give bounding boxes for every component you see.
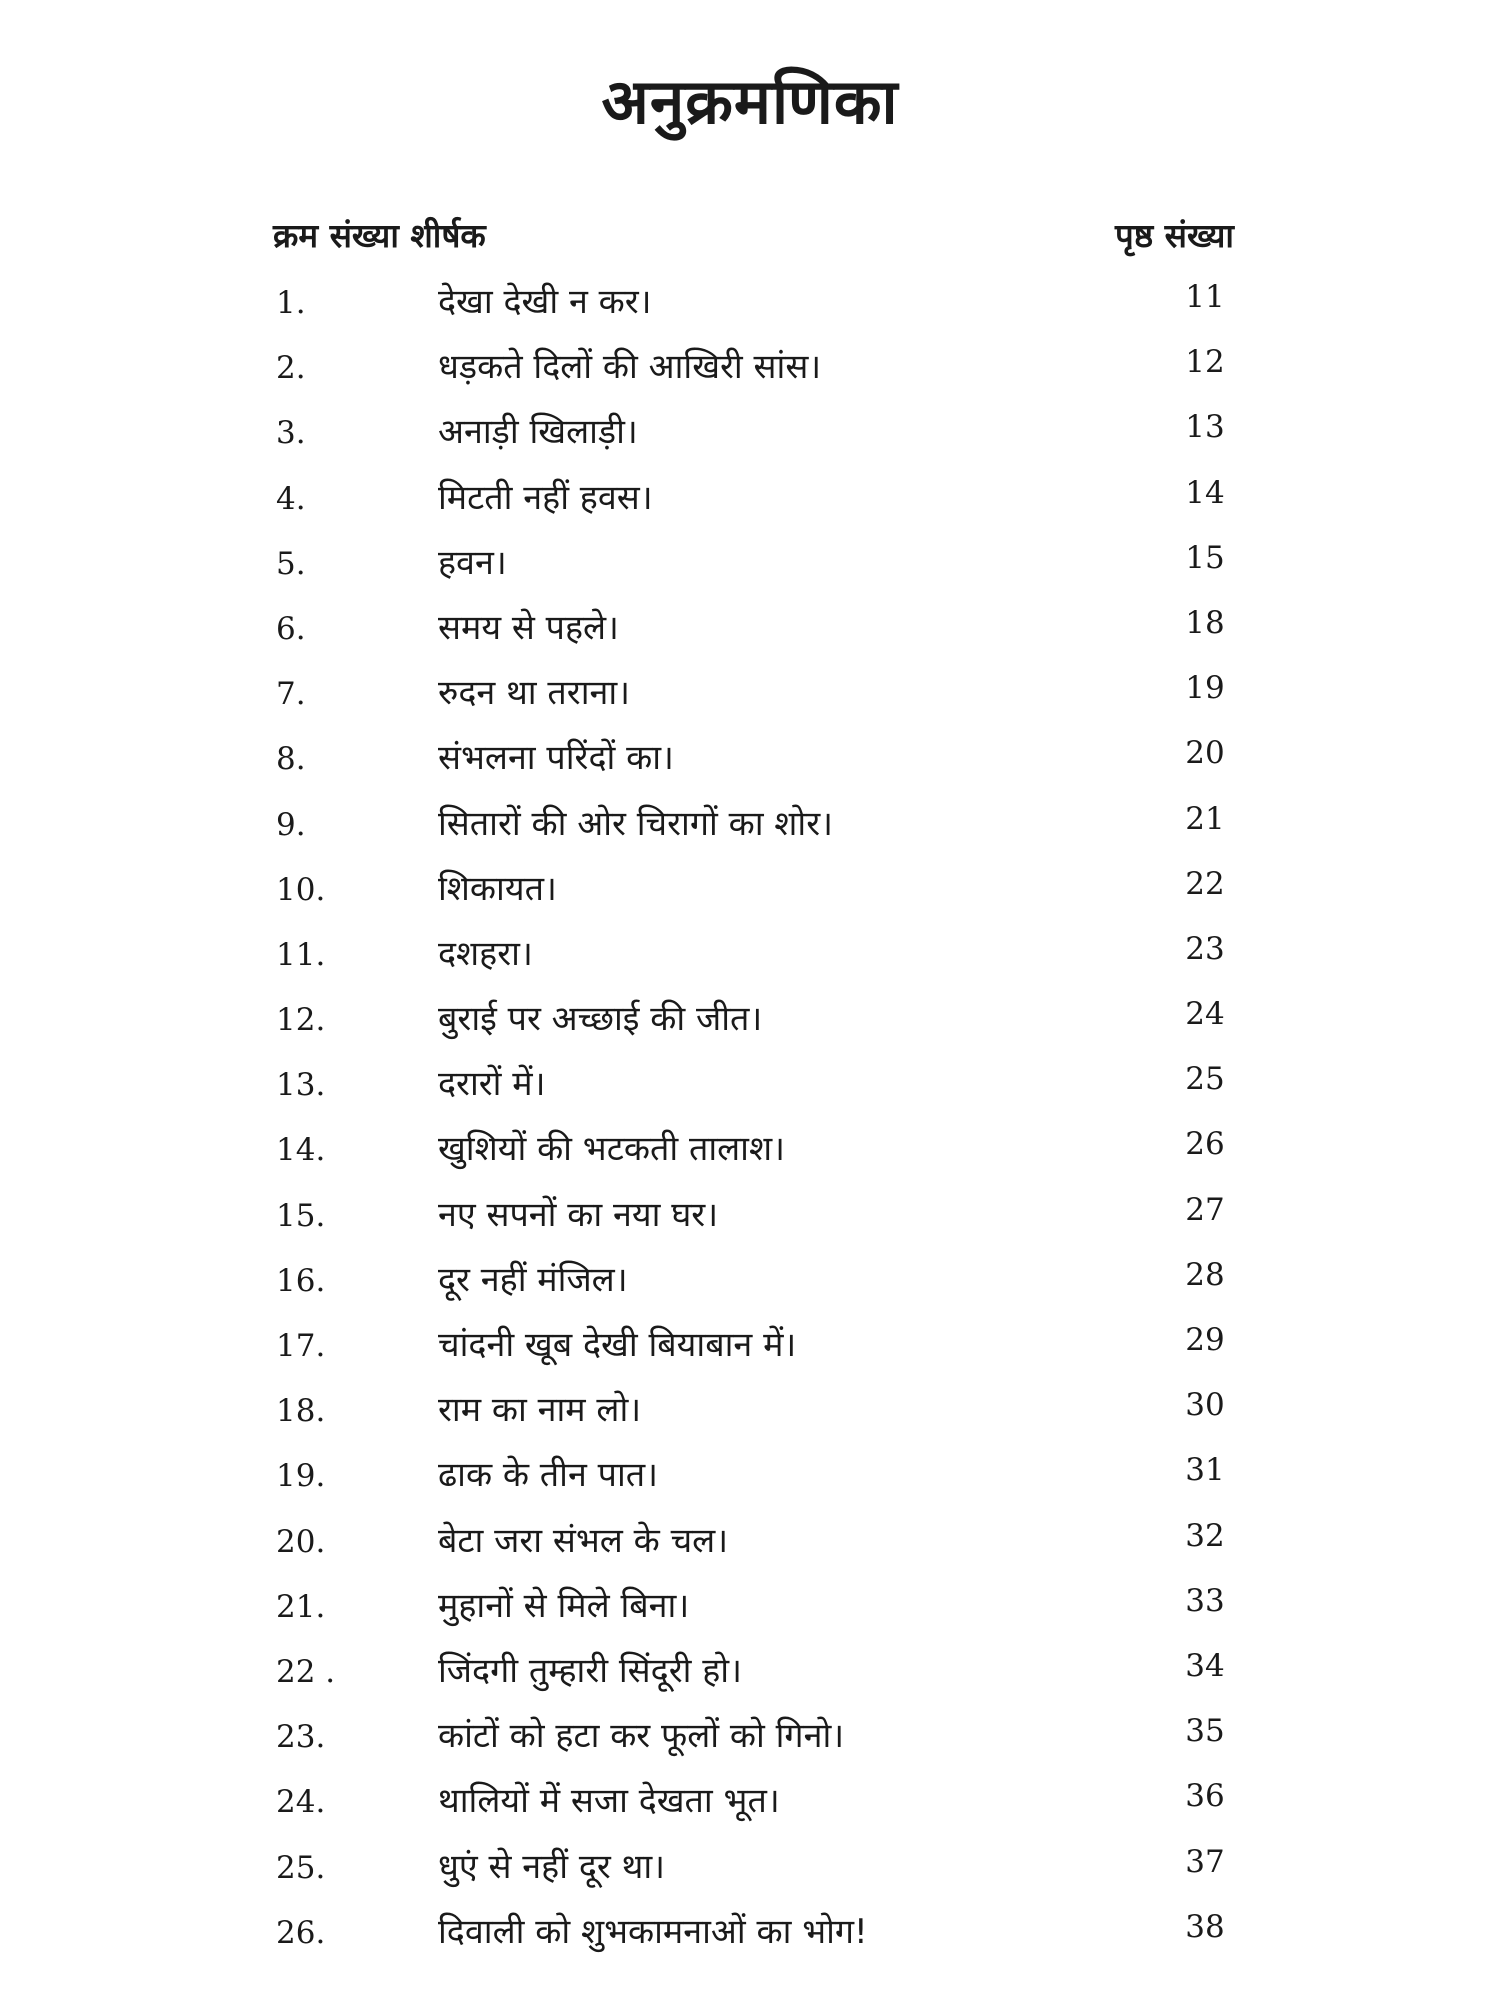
toc-row xyxy=(0,340,1500,405)
entry-page-number: 31 xyxy=(1185,1452,1225,1489)
entry-number: 21. xyxy=(276,1588,326,1625)
entry-number: 5. xyxy=(276,545,306,582)
entry-title: मुहानों से मिले बिना। xyxy=(438,1585,690,1626)
entry-title: नए सपनों का नया घर। xyxy=(438,1194,719,1235)
entry-page-number: 29 xyxy=(1185,1322,1225,1358)
entry-page-number: 30 xyxy=(1185,1387,1225,1424)
entry-number: 14. xyxy=(276,1132,326,1169)
entry-number: 11. xyxy=(276,936,326,973)
toc-row xyxy=(0,1774,1500,1839)
entry-title: बेटा जरा संभल के चल। xyxy=(438,1520,729,1561)
entry-title: राम का नाम लो। xyxy=(438,1390,642,1431)
entry-title: दिवाली को शुभकामनाओं का भोग! xyxy=(438,1911,868,1952)
entry-title: अनाड़ी खिलाड़ी। xyxy=(438,412,638,453)
entry-page-number: 27 xyxy=(1185,1191,1225,1228)
entry-number: 25. xyxy=(276,1849,326,1886)
toc-row xyxy=(0,1057,1500,1122)
entry-page-number: 13 xyxy=(1185,409,1225,446)
entry-page-number: 33 xyxy=(1185,1582,1225,1619)
toc-row xyxy=(0,1644,1500,1709)
entry-number: 22 . xyxy=(276,1653,336,1690)
entry-title: दशहरा। xyxy=(438,933,533,974)
entry-page-number: 32 xyxy=(1185,1517,1225,1554)
entry-number: 24. xyxy=(276,1784,326,1821)
entry-page-number: 12 xyxy=(1185,344,1225,381)
toc-row xyxy=(0,405,1500,470)
entry-number: 23. xyxy=(276,1719,326,1756)
entry-title: मिटती नहीं हवस। xyxy=(438,477,653,518)
entry-page-number: 25 xyxy=(1185,1061,1225,1098)
toc-row xyxy=(0,1383,1500,1448)
toc-row xyxy=(0,862,1500,927)
entry-number: 8. xyxy=(276,741,306,778)
toc-row xyxy=(0,666,1500,731)
toc-row xyxy=(0,536,1500,601)
entry-page-number: 28 xyxy=(1185,1256,1225,1293)
entry-page-number: 22 xyxy=(1185,865,1225,902)
entry-title: ढाक के तीन पात। xyxy=(438,1455,659,1496)
toc-header xyxy=(0,212,1500,262)
toc-row xyxy=(0,1188,1500,1253)
entry-page-number: 19 xyxy=(1185,670,1225,707)
entry-number: 4. xyxy=(276,480,306,517)
toc-row xyxy=(0,927,1500,992)
toc-row xyxy=(0,1840,1500,1905)
entry-number: 13. xyxy=(276,1067,326,1104)
entry-number: 26. xyxy=(276,1914,326,1951)
toc-row xyxy=(0,1579,1500,1644)
entry-number: 9. xyxy=(276,806,306,843)
header-page-number-label: पृष्ठ संख्या xyxy=(1115,216,1234,255)
toc-row xyxy=(0,797,1500,862)
toc-row xyxy=(0,731,1500,796)
entry-title: धुएं से नहीं दूर था। xyxy=(438,1846,666,1887)
entry-page-number: 15 xyxy=(1185,539,1225,576)
entry-number: 18. xyxy=(276,1393,326,1430)
toc-row xyxy=(0,992,1500,1057)
entry-page-number: 11 xyxy=(1185,279,1225,315)
entry-page-number: 18 xyxy=(1185,604,1225,641)
entry-title: धड़कते दिलों की आखिरी सांस। xyxy=(438,347,822,388)
entry-title: हवन। xyxy=(438,542,507,583)
toc-row xyxy=(0,471,1500,536)
entry-title: थालियों में सजा देखता भूत। xyxy=(438,1781,780,1822)
entry-title: शिकायत। xyxy=(438,868,557,909)
entry-number: 17. xyxy=(276,1328,326,1364)
entry-number: 2. xyxy=(276,350,306,387)
entry-title: रुदन था तराना। xyxy=(438,673,631,714)
entry-number: 1. xyxy=(276,285,306,321)
entry-number: 20. xyxy=(276,1523,326,1560)
toc-row xyxy=(0,275,1500,340)
entry-page-number: 23 xyxy=(1185,930,1225,967)
toc-row xyxy=(0,1905,1500,1970)
entry-number: 10. xyxy=(276,871,326,908)
entry-page-number: 14 xyxy=(1185,474,1225,511)
entry-title: संभलना परिंदों का। xyxy=(438,738,674,779)
entry-page-number: 21 xyxy=(1185,800,1225,837)
page-title: अनुक्रमणिका xyxy=(601,65,899,138)
entry-number: 6. xyxy=(276,610,306,647)
entry-title: सितारों की ओर चिरागों का शोर। xyxy=(438,803,834,844)
entry-title: दूर नहीं मंजिल। xyxy=(438,1259,628,1300)
toc-row xyxy=(0,1122,1500,1187)
entry-page-number: 34 xyxy=(1185,1647,1225,1684)
entry-number: 7. xyxy=(276,676,306,713)
entry-title: दरारों में। xyxy=(438,1064,546,1105)
toc-row xyxy=(0,1253,1500,1318)
entry-page-number: 38 xyxy=(1185,1908,1225,1945)
entry-title: चांदनी खूब देखी बियाबान में। xyxy=(438,1325,797,1365)
entry-page-number: 35 xyxy=(1185,1713,1225,1750)
entry-number: 15. xyxy=(276,1197,326,1234)
entry-number: 3. xyxy=(276,415,306,452)
entry-page-number: 24 xyxy=(1185,996,1225,1033)
entry-number: 12. xyxy=(276,1002,326,1039)
header-serial-title-label: क्रम संख्या शीर्षक xyxy=(273,216,486,255)
entry-title: खुशियों की भटकती तालाश। xyxy=(438,1129,785,1170)
toc-row xyxy=(0,1709,1500,1774)
entry-number: 16. xyxy=(276,1262,326,1299)
entry-page-number: 20 xyxy=(1185,735,1225,772)
entry-title: बुराई पर अच्छाई की जीत। xyxy=(438,999,763,1040)
entry-number: 19. xyxy=(276,1458,326,1495)
entry-page-number: 36 xyxy=(1185,1778,1225,1815)
entry-title: जिंदगी तुम्हारी सिंदूरी हो। xyxy=(438,1650,742,1691)
toc-row xyxy=(0,1514,1500,1579)
toc-row xyxy=(0,601,1500,666)
toc-row xyxy=(0,1448,1500,1513)
entry-title: समय से पहले। xyxy=(438,607,619,648)
entry-title: देखा देखी न कर। xyxy=(438,282,652,322)
toc-list xyxy=(0,275,1500,1970)
entry-page-number: 37 xyxy=(1185,1843,1225,1880)
entry-title: कांटों को हटा कर फूलों को गिनो। xyxy=(438,1716,845,1757)
entry-page-number: 26 xyxy=(1185,1126,1225,1163)
toc-row xyxy=(0,1318,1500,1383)
